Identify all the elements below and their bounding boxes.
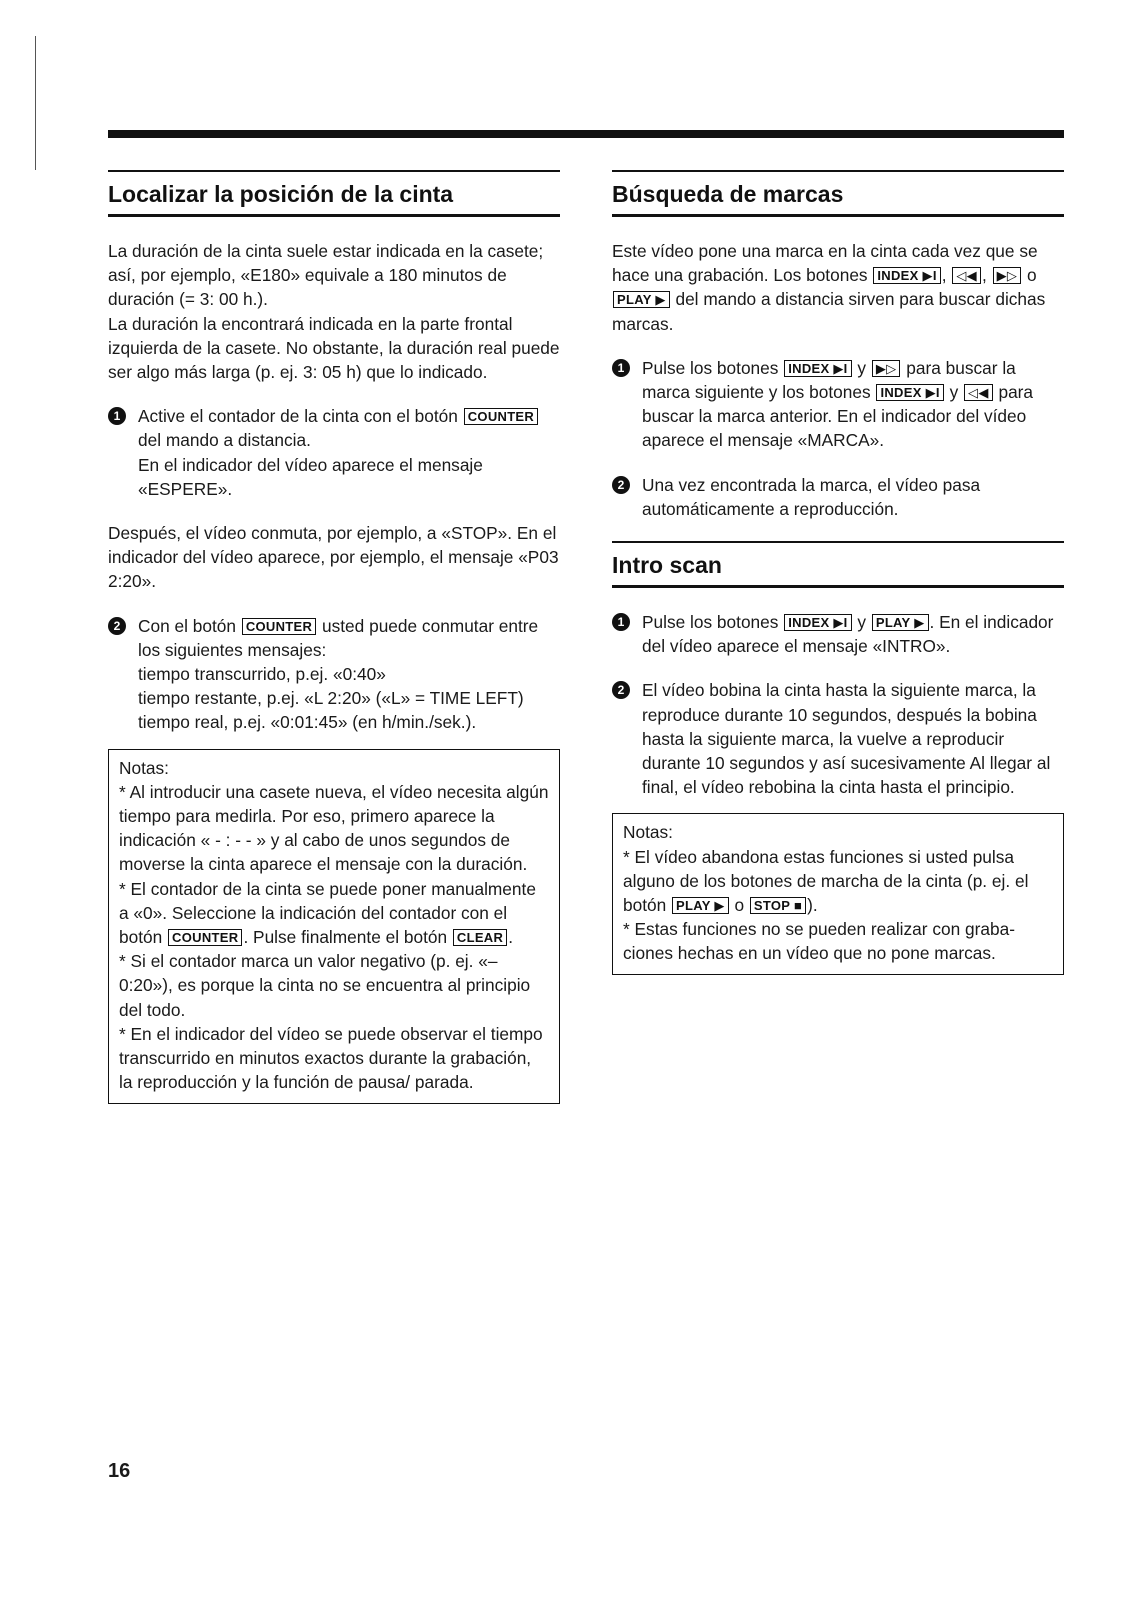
section-title: Intro scan: [612, 552, 722, 579]
paragraph-intro-2: La duración la encontrará indicada en la parte frontal izquierda de la casete. No obstante, la duración real puede ser algo más larga (p. ej. 3: 05 h) que lo indicado.: [108, 313, 560, 383]
notes-heading: Notas:: [119, 757, 169, 778]
play-button-label: PLAY ▶: [672, 897, 729, 914]
counter-button-label: COUNTER: [168, 929, 242, 946]
step-1: [108, 404, 560, 501]
left-column: [108, 170, 560, 1104]
counter-button-label: COUNTER: [464, 408, 538, 425]
step-4: [612, 678, 1064, 799]
paragraph-intro-1: La duración de la cinta suele estar indicada en la casete; así, por ejemplo, «E180» equivale a 180 minutos de duración (= 3: 00 h.).: [108, 241, 544, 310]
step-1: 1 Pulse los botones INDEX ▶I y ▶▷ para buscar la marca siguiente y los botones INDEX ▶I y ◁◀ para buscar la marca anterior. En el indicador del vídeo aparece el mensaje «MARCA».: [612, 356, 1064, 453]
step-number-icon: 1: [612, 613, 630, 631]
forward-button-label: ▶▷: [872, 360, 901, 377]
step-2: [108, 614, 560, 735]
note-4: * En el indicador del vídeo se puede observar el tiempo transcurrido en minutos exactos durante la grabación, la reproducción y la función de pausa/ parada.: [119, 1023, 543, 1093]
section-title: Búsqueda de marcas: [612, 181, 844, 207]
section-title: Localizar la posición de la cinta: [108, 181, 454, 207]
section-header-localizar: [108, 170, 560, 217]
notes-box-right: [612, 813, 1064, 974]
index-button-label: INDEX ▶I: [784, 614, 851, 631]
step-number-icon: 2: [612, 476, 630, 494]
step-text: Con el botón: [138, 615, 241, 636]
stop-button-label: STOP ■: [750, 897, 806, 914]
index-button-label: INDEX ▶I: [784, 360, 851, 377]
paragraph-intro: Este vídeo pone una marca en la cinta cada vez que se hace una grabación. Los botones INDEX ▶I , ◁◀ , ▶▷ o PLAY ▶ del mando a distancia sirven para buscar dichas marcas.: [612, 241, 1046, 334]
play-button-label: PLAY ▶: [613, 291, 670, 308]
section-header-busqueda: [612, 170, 1064, 217]
notes-box-left: [108, 749, 560, 1104]
right-column: [612, 170, 1064, 975]
note-2: * Estas funciones no se pueden realizar con grabaciones hechas en un vídeo que no pone marcas.: [623, 919, 1015, 964]
rewind-button-label: ◁◀: [964, 384, 993, 401]
counter-button-label: COUNTER: [242, 618, 316, 635]
index-button-label: INDEX ▶I: [873, 267, 940, 284]
step-text: usted puede conmutar entre los siguientes mensajes:: [138, 615, 539, 660]
note-1: * El vídeo abandona estas funciones si usted pulsa alguno de los botones de marcha de la cinta (p. ej. el botón PLAY ▶ o STOP ■ ).: [623, 846, 1029, 916]
note-2: * El contador de la cinta se puede poner manualmente a «0». Seleccione la indicación del contador con el botón COUNTER . Pulse finalmente el botón CLEAR .: [119, 878, 536, 948]
play-button-label: PLAY ▶: [872, 614, 929, 631]
step-text: El vídeo bobina la cinta hasta la siguiente marca, la reproduce durante 10 segundos, después la bobina hasta la siguiente marca, la vuelve a reproducir durante 10 segundos y así sucesivamente Al llegar al final, el vídeo rebobina la cinta hasta el principio.: [642, 680, 1051, 798]
note-1: * Al introducir una casete nueva, el vídeo necesita algún tiempo para medirla. Por eso, primero aparece la indicación « - : - - » y al cabo de unos segundos de moverse la cinta aparece el mensaje con la duración.: [119, 781, 549, 875]
step-number-icon: 1: [108, 407, 126, 425]
step-text: En el indicador del vídeo aparece el mensaje «ESPERE».: [138, 454, 483, 499]
step-text: del mando a distancia.: [138, 430, 311, 451]
forward-button-label: ▶▷: [993, 267, 1022, 284]
note-3: * Si el contador marca un valor negativo (p. ej. «– 0:20»), es porque la cinta no se encuentra al principio del todo.: [119, 951, 531, 1020]
section-header-intro-scan: [612, 541, 1064, 588]
index-button-label: INDEX ▶I: [876, 384, 943, 401]
message-remaining: tiempo restante, p.ej. «L 2:20» («L» = TIME LEFT): [138, 688, 524, 709]
page-number: 16: [108, 1460, 131, 1482]
step-number-icon: 2: [108, 617, 126, 635]
step-text: Una vez encontrada la marca, el vídeo pasa automáticamente a reproducción.: [642, 474, 981, 519]
step-2: [612, 473, 1064, 521]
step-3: 1 Pulse los botones INDEX ▶I y PLAY ▶ . En el indicador del vídeo aparece el mensaje «INTRO».: [612, 610, 1064, 658]
message-elapsed: tiempo transcurrido, p.ej. «0:40»: [138, 664, 386, 685]
step-number-icon: 1: [612, 359, 630, 377]
rewind-button-label: ◁◀: [952, 267, 981, 284]
margin-line: [35, 36, 36, 170]
clear-button-label: CLEAR: [453, 929, 507, 946]
top-rule: [108, 130, 1064, 138]
step-text: Active el contador de la cinta con el botón: [138, 406, 458, 427]
step-number-icon: 2: [612, 681, 630, 699]
notes-heading: Notas:: [623, 822, 673, 843]
paragraph-after-step: Después, el vídeo conmuta, por ejemplo, a «STOP». En el indicador del vídeo aparece, por ejemplo, el mensaje «P03 2:20».: [108, 523, 559, 592]
message-real-time: tiempo real, p.ej. «0:01:45» (en h/min./sek.).: [138, 712, 477, 733]
